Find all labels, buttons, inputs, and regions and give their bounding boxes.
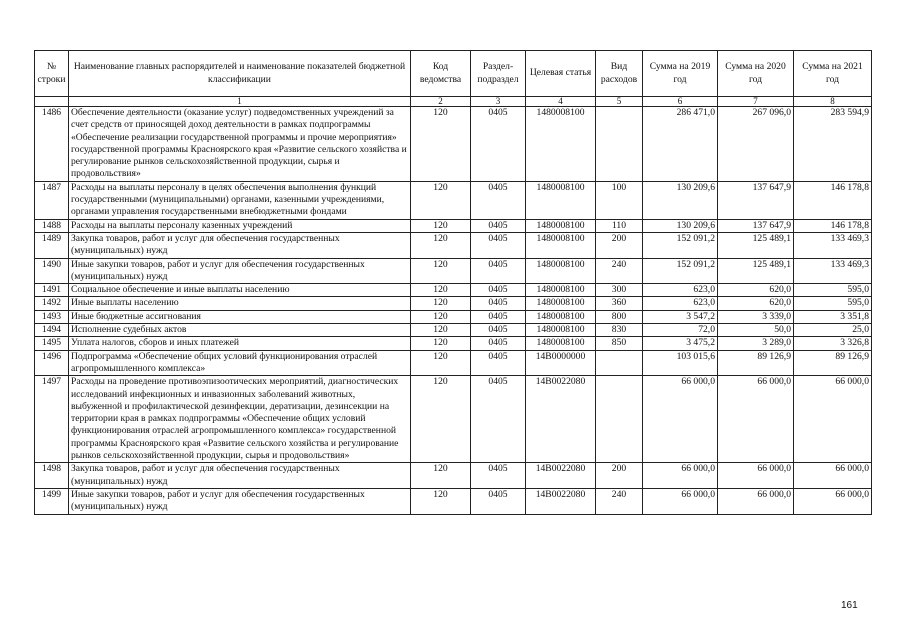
- row-number: 1498: [35, 463, 69, 489]
- row-sum-2020: 66 000,0: [718, 463, 794, 489]
- row-target-article: 1480008100: [526, 232, 596, 258]
- row-sum-2021: 595,0: [794, 284, 872, 297]
- row-target-article: 1480008100: [526, 219, 596, 232]
- row-number: 1488: [35, 219, 69, 232]
- row-sum-2021: 3 351,8: [794, 310, 872, 323]
- row-expense-type: 360: [596, 297, 643, 310]
- table-row: [35, 337, 872, 350]
- row-section: 0405: [471, 463, 526, 489]
- column-index: 5: [596, 97, 643, 107]
- table-row: [35, 376, 872, 463]
- header-sum-2020: Сумма на 2020 год: [718, 51, 794, 97]
- budget-document: [34, 50, 871, 515]
- row-target-article: 1480008100: [526, 284, 596, 297]
- column-numbering-row: [35, 97, 872, 107]
- row-target-article: 14В0022080: [526, 376, 596, 463]
- row-section: 0405: [471, 350, 526, 376]
- row-sum-2021: 146 178,8: [794, 219, 872, 232]
- table-row: [35, 463, 872, 489]
- row-sum-2020: 125 489,1: [718, 232, 794, 258]
- row-name: Уплата налогов, сборов и иных платежей: [69, 337, 411, 350]
- row-target-article: 1480008100: [526, 337, 596, 350]
- row-department-code: 120: [411, 310, 471, 323]
- row-department-code: 120: [411, 337, 471, 350]
- row-section: 0405: [471, 324, 526, 337]
- row-sum-2021: 66 000,0: [794, 463, 872, 489]
- row-target-article: 14В0000000: [526, 350, 596, 376]
- row-section: 0405: [471, 310, 526, 323]
- header-name: Наименование главных распорядителей и наименование показателей бюджетной классификации: [69, 51, 411, 97]
- page-number: 161: [841, 600, 858, 611]
- row-sum-2021: 133 469,3: [794, 232, 872, 258]
- row-sum-2019: 623,0: [643, 297, 718, 310]
- row-expense-type: 850: [596, 337, 643, 350]
- row-section: 0405: [471, 284, 526, 297]
- row-target-article: 14В0022080: [526, 463, 596, 489]
- header-target-article: Целевая статья: [526, 51, 596, 97]
- row-section: 0405: [471, 376, 526, 463]
- row-department-code: 120: [411, 181, 471, 219]
- row-expense-type: [596, 350, 643, 376]
- row-number: 1499: [35, 488, 69, 514]
- table-row: [35, 107, 872, 182]
- row-sum-2021: 66 000,0: [794, 488, 872, 514]
- row-number: 1490: [35, 258, 69, 284]
- row-sum-2021: 66 000,0: [794, 376, 872, 463]
- header-row-number: № строки: [35, 51, 69, 97]
- row-sum-2020: 89 126,9: [718, 350, 794, 376]
- row-sum-2019: 66 000,0: [643, 488, 718, 514]
- column-index: 4: [526, 97, 596, 107]
- row-number: 1492: [35, 297, 69, 310]
- row-section: 0405: [471, 258, 526, 284]
- row-department-code: 120: [411, 232, 471, 258]
- row-section: 0405: [471, 488, 526, 514]
- row-department-code: 120: [411, 324, 471, 337]
- row-name: Исполнение судебных актов: [69, 324, 411, 337]
- row-number: 1489: [35, 232, 69, 258]
- row-sum-2020: 50,0: [718, 324, 794, 337]
- row-target-article: 1480008100: [526, 297, 596, 310]
- row-sum-2021: 3 326,8: [794, 337, 872, 350]
- row-section: 0405: [471, 181, 526, 219]
- row-expense-type: 830: [596, 324, 643, 337]
- column-index: 3: [471, 97, 526, 107]
- row-department-code: 120: [411, 297, 471, 310]
- row-name: Иные бюджетные ассигнования: [69, 310, 411, 323]
- row-name: Закупка товаров, работ и услуг для обеспечения государственных (муниципальных) нужд: [69, 232, 411, 258]
- row-sum-2020: 137 647,9: [718, 181, 794, 219]
- row-name: Расходы на проведение противоэпизоотических мероприятий, диагностических исследований инфекционных и инвазионных заболеваний животных, выбуженной и профилактической дезинфекции, дератизации, дезинсекции на территории края в рамках подпрограммы «Обеспечение общих условий функционирования отраслей агропромышленного комплекса» государственной программы Красноярского края «Развитие сельского хозяйства и регулирование рынков сельскохозяйственной продукции, сырья и продовольствия»: [69, 376, 411, 463]
- row-sum-2019: 130 209,6: [643, 219, 718, 232]
- row-target-article: 1480008100: [526, 324, 596, 337]
- row-department-code: 120: [411, 488, 471, 514]
- row-sum-2021: 595,0: [794, 297, 872, 310]
- row-expense-type: 240: [596, 258, 643, 284]
- row-target-article: 1480008100: [526, 107, 596, 182]
- table-row: [35, 232, 872, 258]
- table-header: [35, 51, 872, 107]
- row-expense-type: 100: [596, 181, 643, 219]
- row-sum-2019: 66 000,0: [643, 463, 718, 489]
- row-sum-2021: 89 126,9: [794, 350, 872, 376]
- row-sum-2021: 133 469,3: [794, 258, 872, 284]
- row-section: 0405: [471, 219, 526, 232]
- table-row: [35, 219, 872, 232]
- row-target-article: 1480008100: [526, 258, 596, 284]
- row-expense-type: 200: [596, 463, 643, 489]
- row-sum-2021: 25,0: [794, 324, 872, 337]
- row-department-code: 120: [411, 219, 471, 232]
- row-section: 0405: [471, 337, 526, 350]
- row-expense-type: 800: [596, 310, 643, 323]
- row-section: 0405: [471, 232, 526, 258]
- row-department-code: 120: [411, 107, 471, 182]
- row-sum-2020: 66 000,0: [718, 376, 794, 463]
- table-row: [35, 297, 872, 310]
- column-index: [35, 97, 69, 107]
- header-sum-2019: Сумма на 2019 год: [643, 51, 718, 97]
- row-sum-2019: 152 091,2: [643, 258, 718, 284]
- row-sum-2019: 152 091,2: [643, 232, 718, 258]
- row-number: 1493: [35, 310, 69, 323]
- row-sum-2019: 3 547,2: [643, 310, 718, 323]
- row-sum-2019: 103 015,6: [643, 350, 718, 376]
- row-sum-2020: 137 647,9: [718, 219, 794, 232]
- column-index: 2: [411, 97, 471, 107]
- row-sum-2020: 66 000,0: [718, 488, 794, 514]
- row-name: Иные закупки товаров, работ и услуг для обеспечения государственных (муниципальных) нужд: [69, 488, 411, 514]
- row-sum-2020: 125 489,1: [718, 258, 794, 284]
- header-section: Раздел-подраздел: [471, 51, 526, 97]
- row-sum-2021: 283 594,9: [794, 107, 872, 182]
- budget-table: [34, 50, 872, 515]
- row-sum-2020: 620,0: [718, 284, 794, 297]
- row-name: Подпрограмма «Обеспечение общих условий функционирования отраслей агропромышленного комплекса»: [69, 350, 411, 376]
- column-index: 1: [69, 97, 411, 107]
- row-department-code: 120: [411, 376, 471, 463]
- row-name: Иные выплаты населению: [69, 297, 411, 310]
- column-index: 8: [794, 97, 872, 107]
- row-sum-2019: 72,0: [643, 324, 718, 337]
- row-sum-2019: 286 471,0: [643, 107, 718, 182]
- row-sum-2020: 620,0: [718, 297, 794, 310]
- table-row: [35, 350, 872, 376]
- row-name: Расходы на выплаты персоналу казенных учреждений: [69, 219, 411, 232]
- row-number: 1491: [35, 284, 69, 297]
- row-expense-type: 110: [596, 219, 643, 232]
- row-target-article: 1480008100: [526, 181, 596, 219]
- row-number: 1487: [35, 181, 69, 219]
- header-department-code: Код ведомства: [411, 51, 471, 97]
- row-target-article: 1480008100: [526, 310, 596, 323]
- row-number: 1486: [35, 107, 69, 182]
- row-name: Расходы на выплаты персоналу в целях обеспечения выполнения функций государственными (муниципальными) органами, казенными учреждениями, органами управления государственными внебюджетными фондами: [69, 181, 411, 219]
- header-sum-2021: Сумма на 2021 год: [794, 51, 872, 97]
- row-expense-type: [596, 376, 643, 463]
- row-target-article: 14В0022080: [526, 488, 596, 514]
- table-row: [35, 310, 872, 323]
- row-department-code: 120: [411, 463, 471, 489]
- row-expense-type: 200: [596, 232, 643, 258]
- row-name: Закупка товаров, работ и услуг для обеспечения государственных (муниципальных) нужд: [69, 463, 411, 489]
- row-sum-2020: 3 289,0: [718, 337, 794, 350]
- row-expense-type: 240: [596, 488, 643, 514]
- row-sum-2019: 66 000,0: [643, 376, 718, 463]
- column-index: 7: [718, 97, 794, 107]
- row-department-code: 120: [411, 350, 471, 376]
- table-row: [35, 258, 872, 284]
- row-expense-type: 300: [596, 284, 643, 297]
- table-row: [35, 488, 872, 514]
- row-sum-2020: 3 339,0: [718, 310, 794, 323]
- row-section: 0405: [471, 107, 526, 182]
- table-body: [35, 107, 872, 515]
- row-sum-2019: 623,0: [643, 284, 718, 297]
- row-name: Обеспечение деятельности (оказание услуг) подведомственных учреждений за счет средств от приносящей доход деятельности в рамках подпрограммы «Обеспечение реализации государственной программы и прочие мероприятия» государственной программы Красноярского края «Развитие сельского хозяйства и регулирование рынков сельскохозяйственной продукции, сырья и продовольствия»: [69, 107, 411, 182]
- header-expense-type: Вид расходов: [596, 51, 643, 97]
- row-sum-2020: 267 096,0: [718, 107, 794, 182]
- row-section: 0405: [471, 297, 526, 310]
- row-sum-2019: 3 475,2: [643, 337, 718, 350]
- row-name: Социальное обеспечение и иные выплаты населению: [69, 284, 411, 297]
- row-department-code: 120: [411, 258, 471, 284]
- row-department-code: 120: [411, 284, 471, 297]
- table-row: [35, 284, 872, 297]
- row-number: 1497: [35, 376, 69, 463]
- table-row: [35, 181, 872, 219]
- row-number: 1496: [35, 350, 69, 376]
- table-row: [35, 324, 872, 337]
- row-name: Иные закупки товаров, работ и услуг для обеспечения государственных (муниципальных) нужд: [69, 258, 411, 284]
- row-number: 1494: [35, 324, 69, 337]
- row-expense-type: [596, 107, 643, 182]
- row-sum-2019: 130 209,6: [643, 181, 718, 219]
- row-sum-2021: 146 178,8: [794, 181, 872, 219]
- row-number: 1495: [35, 337, 69, 350]
- column-index: 6: [643, 97, 718, 107]
